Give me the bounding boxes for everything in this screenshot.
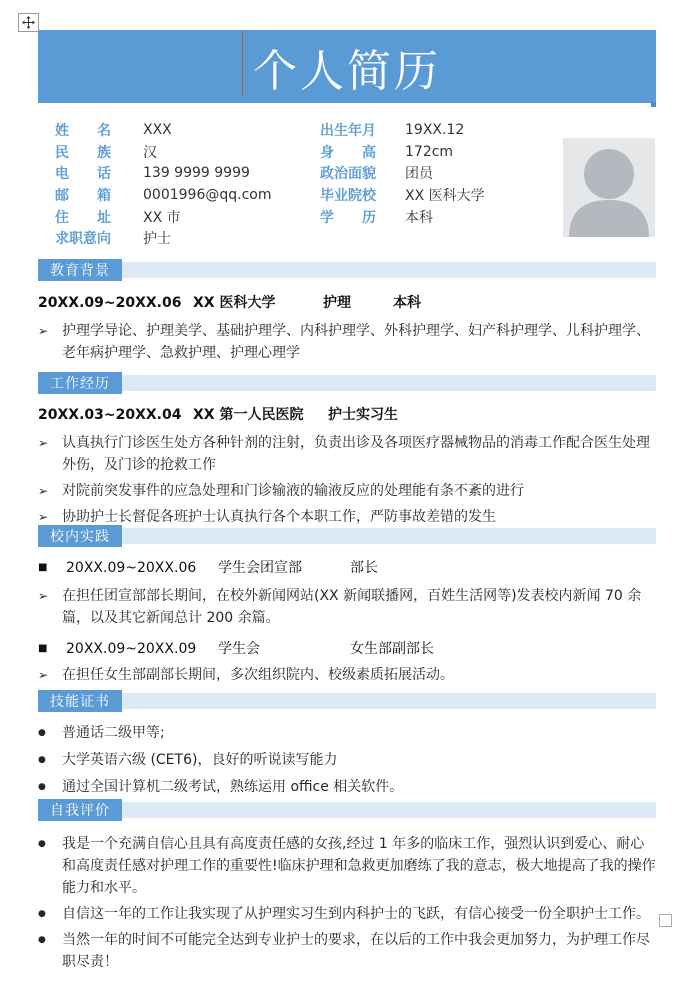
- section-header: [38, 372, 656, 394]
- profile-left-column: [55, 119, 305, 249]
- section-title: 校内实践: [38, 525, 122, 547]
- section-header-strip: [122, 693, 656, 709]
- section-header: [38, 799, 656, 821]
- campus-bullet: [38, 585, 656, 629]
- section-header: [38, 525, 656, 547]
- field-value: XXX: [143, 121, 172, 138]
- info-row-height: [320, 141, 555, 163]
- bullet-text: 在担任团宣部部长期间，在校外新闻网站(XX 新闻联播网，百姓生活网等)发表校内新闻 70 余篇，以及其它新闻总计 200 余篇。: [62, 588, 642, 626]
- photo-placeholder: [563, 138, 655, 237]
- info-row-phone: [55, 162, 305, 184]
- section-header-strip: [122, 802, 656, 818]
- arrow-bullet-icon: ➢: [38, 589, 49, 603]
- section-title: 技能证书: [38, 690, 122, 712]
- banner-resize-notch: [651, 102, 656, 107]
- entry-role: 护士实习生: [328, 407, 398, 423]
- bullet-text: 协助护士长督促各班护士认真执行各个本职工作，严防事故差错的发生: [62, 509, 496, 525]
- entry-date: 20XX.09~20XX.09: [66, 641, 197, 657]
- dot-bullet-icon: ●: [38, 755, 46, 765]
- skill-bullet: [38, 749, 656, 771]
- bullet-text: 认真执行门诊医生处方各种针剂的注射，负责出诊及各项医疗器械物品的消毒工作配合医生处理外伤，及门诊的抢救工作: [62, 435, 650, 473]
- section-evaluation: [38, 799, 656, 973]
- field-label: 邮箱: [55, 187, 111, 204]
- field-label: 求职意向: [55, 231, 111, 248]
- skill-bullet: [38, 776, 656, 798]
- section-header-strip: [122, 262, 656, 278]
- entry-date: 20XX.03~20XX.04: [38, 407, 182, 423]
- entry-date: 20XX.09~20XX.06: [66, 560, 197, 576]
- field-label: 住址: [55, 209, 111, 226]
- field-value: XX 市: [143, 209, 181, 226]
- bullet-text: 通过全国计算机二级考试，熟练运用 office 相关软件。: [62, 779, 404, 795]
- info-row-ethnicity: [55, 141, 305, 163]
- bullet-text: 当然一年的时间不可能完全达到专业护士的要求，在以后的工作中我会更加努力，为护理工作尽职尽责！: [62, 932, 650, 970]
- dot-bullet-icon: ●: [38, 909, 46, 919]
- field-label: 民族: [55, 144, 111, 161]
- bullet-text: 我是一个充满自信心且具有高度责任感的女孩,经过 1 年多的临床工作，强烈认识到爱心、耐心和高度责任感对护理工作的重要性!临床护理和急救更加磨练了我的意志，极大地提高了我的操作能力和水平。: [62, 836, 656, 896]
- bullet-text: 普通话二级甲等;: [62, 725, 165, 741]
- section-header: [38, 690, 656, 712]
- entry-role: 部长: [350, 560, 378, 576]
- entry-org: 学生会: [218, 641, 260, 657]
- section-header-strip: [122, 375, 656, 391]
- section-title: 工作经历: [38, 372, 122, 394]
- arrow-bullet-icon: ➢: [38, 484, 49, 498]
- section-skills: [38, 690, 656, 798]
- section-education: [38, 259, 656, 364]
- table-move-handle[interactable]: [18, 13, 39, 32]
- bullet-text: 对院前突发事件的应急处理和门诊输液的输液反应的处理能有条不紊的进行: [62, 483, 524, 499]
- entry-org: XX 第一人民医院: [193, 407, 304, 423]
- info-row-email: [55, 184, 305, 206]
- evaluation-bullet: [38, 903, 656, 925]
- info-row-address: [55, 206, 305, 228]
- field-value: 172cm: [405, 143, 454, 160]
- square-bullet-icon: ■: [38, 643, 48, 654]
- campus-entry-row: [38, 639, 656, 659]
- evaluation-bullet: [38, 833, 656, 899]
- empty-box-marker: [659, 914, 672, 927]
- arrow-bullet-icon: ➢: [38, 668, 49, 682]
- entry-org: XX 医科大学: [193, 295, 276, 311]
- info-row-political: [320, 162, 555, 184]
- dot-bullet-icon: ●: [38, 782, 46, 792]
- field-value: 19XX.12: [405, 121, 465, 138]
- bullet-text: 护理学导论、护理美学、基础护理学、内科护理学、外科护理学、妇产科护理学、儿科护理学、老年病护理学、急救护理、护理心理学: [62, 323, 650, 361]
- entry-role: 女生部副部长: [350, 641, 434, 657]
- person-silhouette-icon: [563, 138, 655, 237]
- arrow-bullet-icon: ➢: [38, 324, 49, 338]
- section-work: [38, 372, 656, 528]
- field-label: 姓名: [55, 122, 111, 139]
- work-bullet: [38, 480, 656, 502]
- entry-org: 学生会团宣部: [218, 560, 302, 576]
- field-value: 护士: [143, 231, 171, 248]
- info-row-school: [320, 184, 555, 206]
- campus-bullet: [38, 664, 656, 686]
- field-label: 毕业院校: [320, 187, 376, 204]
- arrow-bullet-icon: ➢: [38, 436, 49, 450]
- dot-bullet-icon: ●: [38, 935, 46, 945]
- work-entry-row: [38, 405, 656, 425]
- bullet-text: 自信这一年的工作让我实现了从护理实习生到内科护士的飞跃，有信心接受一份全职护士工作。: [62, 906, 650, 922]
- info-row-degree: [320, 206, 555, 228]
- section-title: 自我评价: [38, 799, 122, 821]
- info-row-objective: [55, 227, 305, 249]
- dot-bullet-icon: ●: [38, 839, 46, 849]
- evaluation-bullet: [38, 929, 656, 973]
- field-value: XX 医科大学: [405, 187, 485, 204]
- campus-entry-row: [38, 558, 656, 578]
- field-label: 身高: [320, 144, 376, 161]
- field-label: 电话: [55, 166, 111, 183]
- banner-divider-line: [242, 30, 243, 96]
- education-bullet: [38, 320, 656, 364]
- education-entry-row: [38, 293, 656, 313]
- page-title: 个人简历: [253, 45, 441, 97]
- section-campus: [38, 525, 656, 686]
- bullet-text: 大学英语六级 (CET6)，良好的听说读写能力: [62, 752, 338, 768]
- square-bullet-icon: ■: [38, 562, 48, 573]
- dot-bullet-icon: ●: [38, 728, 46, 738]
- bullet-text: 在担任女生部副部长期间，多次组织院内、校级素质拓展活动。: [62, 667, 454, 683]
- title-banner: [38, 30, 656, 103]
- field-value: 汉: [143, 144, 157, 161]
- move-cross-icon: [22, 16, 35, 29]
- entry-degree: 本科: [393, 295, 421, 311]
- field-value: 139 9999 9999: [143, 165, 250, 182]
- entry-major: 护理: [323, 295, 351, 311]
- arrow-bullet-icon: ➢: [38, 510, 49, 524]
- profile-right-column: [320, 119, 555, 227]
- field-label: 学历: [320, 209, 376, 226]
- info-row-name: [55, 119, 305, 141]
- section-header-strip: [122, 528, 656, 544]
- field-value: 团员: [405, 166, 433, 183]
- section-title: 教育背景: [38, 259, 122, 281]
- entry-date: 20XX.09~20XX.06: [38, 295, 182, 311]
- field-value: 本科: [405, 209, 433, 226]
- skill-bullet: [38, 722, 656, 744]
- info-row-birth: [320, 119, 555, 141]
- field-label: 政治面貌: [320, 166, 376, 183]
- section-header: [38, 259, 656, 281]
- field-label: 出生年月: [320, 122, 376, 139]
- work-bullet: [38, 432, 656, 476]
- field-value: 0001996@qq.com: [143, 186, 272, 203]
